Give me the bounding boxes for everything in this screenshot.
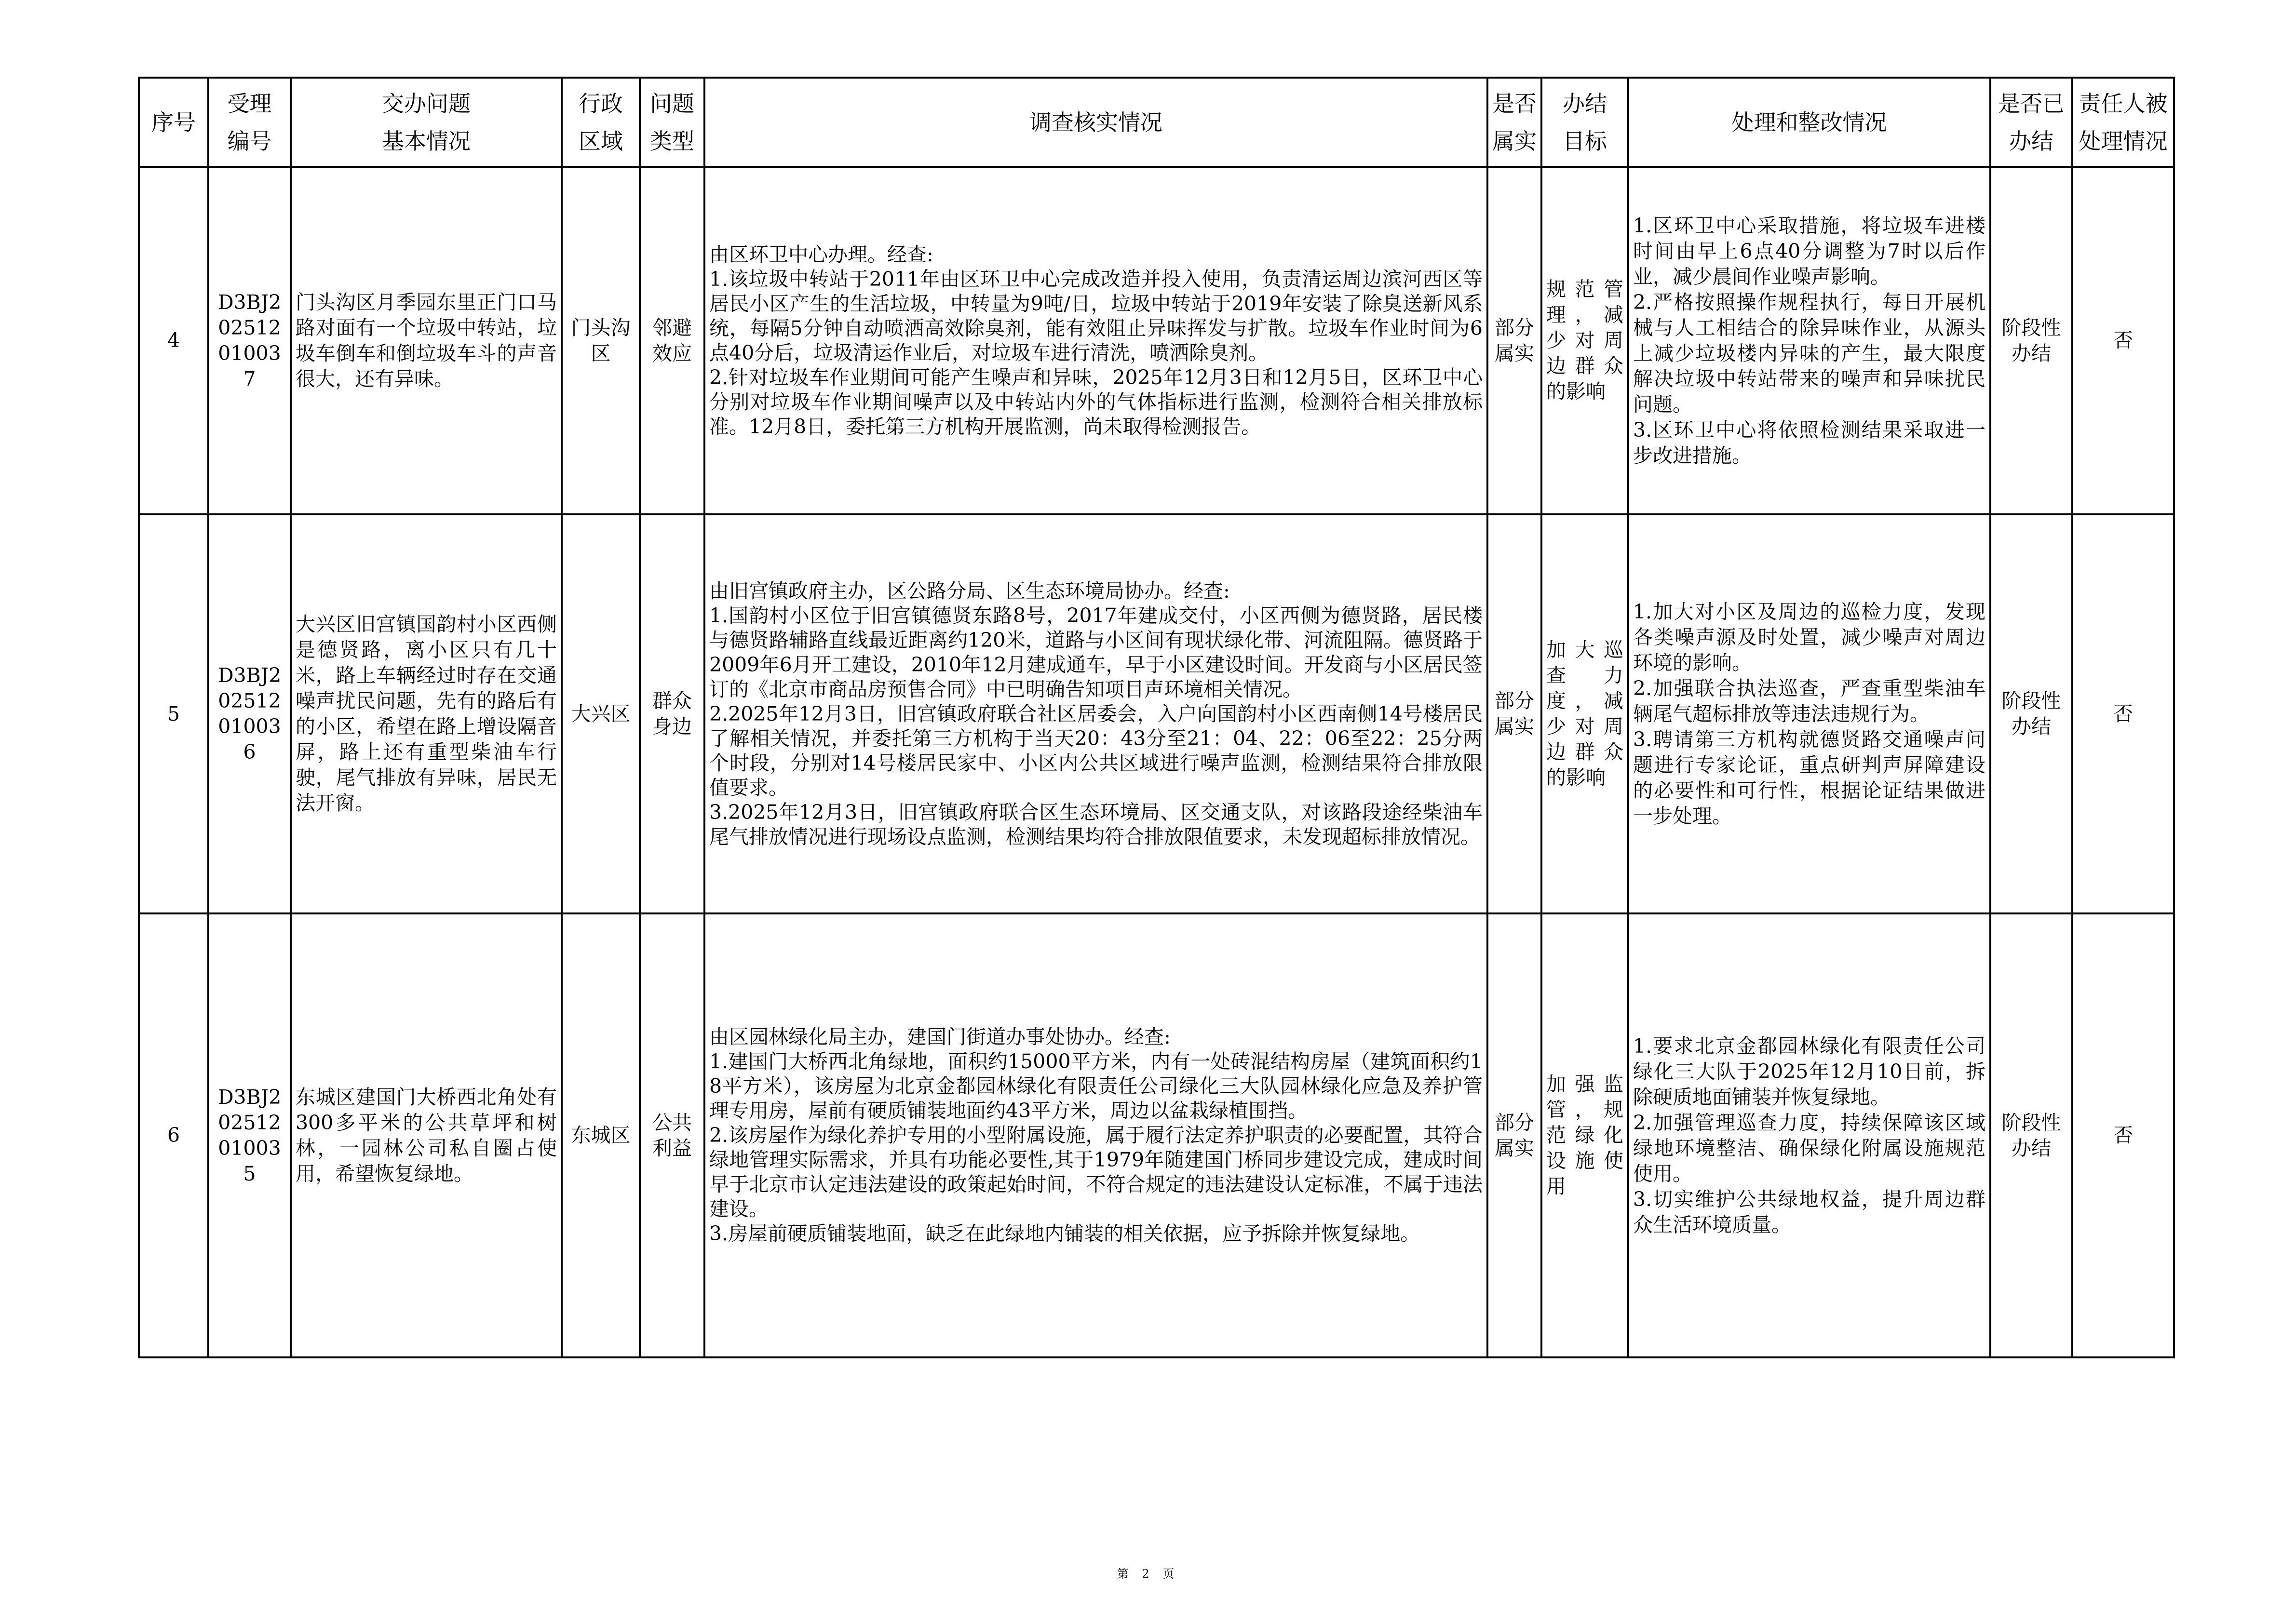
cell-closed: 阶段性办结 [1990,514,2072,913]
cell-verified: 部分属实 [1487,514,1541,913]
cell-handling: 1.区环卫中心采取措施，将垃圾车进楼时间由早上6点40分调整为7时以后作业，减少晨间作业噪声影响。 2.严格按照操作规程执行，每日开展机械与人工相结合的除异味作业，从源头上减少垃圾楼内异味的产生，最大限度解决垃圾中转站带来的噪声和异味扰民问题。 3.区环卫中心将依照检测结果采取进一步改进措施。 [1628,167,1990,514]
cell-handling: 1.要求北京金都园林绿化有限责任公司绿化三大队于2025年12月10日前，拆除硬质地面铺装并恢复绿地。 2.加强管理巡查力度，持续保障该区域绿地环境整洁、确保绿化附属设施规范使用。 3.切实维护公共绿地权益，提升周边群众生活环境质量。 [1628,913,1990,1357]
cell-district: 门头沟区 [562,167,640,514]
header-seq: 序号 [139,78,208,167]
cell-seq: 5 [139,514,208,913]
cell-goal: 加大巡查力度，减少对周边群众的影响 [1541,514,1628,913]
cell-closed: 阶段性办结 [1990,167,2072,514]
header-accountability: 责任人被 处理情况 [2072,78,2174,167]
cell-investigation: 由区园林绿化局主办，建国门街道办事处协办。经查: 1.建国门大桥西北角绿地，面积约15000平方米，内有一处砖混结构房屋（建筑面积约18平方米），该房屋为北京金都园林绿化有限责任公司绿化三大队园林绿化应急及养护管理专用房，屋前有硬质铺装地面约43平方米，周边以盆栽绿植围挡。 2.该房屋作为绿化养护专用的小型附属设施，属于履行法定养护职责的必要配置，其符合绿地管理实际需求，并具有功能必要性,其于1979年随建国门桥同步建设完成，建成时间早于北京市认定违法建设的政策起始时间，不符合规定的违法建设认定标准，不属于违法建设。 3.房屋前硬质铺装地面，缺乏在此绿地内铺装的相关依据，应予拆除并恢复绿地。 [704,913,1487,1357]
header-case-no: 受理 编号 [208,78,291,167]
cell-case-no: D3BJ202512010035 [208,913,291,1357]
cell-handling: 1.加大对小区及周边的巡检力度，发现各类噪声源及时处置，减少噪声对周边环境的影响。 2.加强联合执法巡查，严查重型柴油车辆尾气超标排放等违法违规行为。 3.聘请第三方机构就德贤路交通噪声问题进行专家论证，重点研判声屏障建设的必要性和可行性，根据论证结果做进一步处理。 [1628,514,1990,913]
header-type: 问题 类型 [640,78,704,167]
header-closed: 是否已 办结 [1990,78,2072,167]
cell-accountability: 否 [2072,167,2174,514]
cell-closed: 阶段性办结 [1990,913,2072,1357]
cell-seq: 6 [139,913,208,1357]
cell-verified: 部分属实 [1487,913,1541,1357]
complaint-report-table [138,77,2175,1358]
page-number: 第 2 页 [1117,1567,1179,1581]
cell-seq: 4 [139,167,208,514]
table-row [139,167,2174,514]
cell-problem: 大兴区旧宫镇国韵村小区西侧是德贤路，离小区只有几十米，路上车辆经过时存在交通噪声扰民问题，先有的路后有的小区，希望在路上增设隔音屏，路上还有重型柴油车行驶，尾气排放有异味，居民无法开窗。 [291,514,562,913]
cell-goal: 加强监管，规范绿化设施使用 [1541,913,1628,1357]
cell-goal: 规范管理，减少对周边群众的影响 [1541,167,1628,514]
cell-case-no: D3BJ202512010037 [208,167,291,514]
cell-investigation: 由区环卫中心办理。经查: 1.该垃圾中转站于2011年由区环卫中心完成改造并投入使用，负责清运周边滨河西区等居民小区产生的生活垃圾，中转量为9吨/日，垃圾中转站于2019年安装了除臭送新风系统，每隔5分钟自动喷洒高效除臭剂，能有效阻止异味挥发与扩散。垃圾车作业时间为6点40分后，垃圾清运作业后，对垃圾车进行清洗，喷洒除臭剂。 2.针对垃圾车作业期间可能产生噪声和异味，2025年12月3日和12月5日，区环卫中心分别对垃圾车作业期间噪声以及中转站内外的气体指标进行监测，检测符合相关排放标准。12月8日，委托第三方机构开展监测，尚未取得检测报告。 [704,167,1487,514]
cell-type: 邻避效应 [640,167,704,514]
cell-problem: 东城区建国门大桥西北角处有300多平米的公共草坪和树林，一园林公司私自圈占使用，希望恢复绿地。 [291,913,562,1357]
cell-case-no: D3BJ202512010036 [208,514,291,913]
header-handling: 处理和整改情况 [1628,78,1990,167]
cell-district: 东城区 [562,913,640,1357]
header-investigation: 调查核实情况 [704,78,1487,167]
cell-verified: 部分属实 [1487,167,1541,514]
cell-problem: 门头沟区月季园东里正门口马路对面有一个垃圾中转站，垃圾车倒车和倒垃圾车斗的声音很大，还有异味。 [291,167,562,514]
header-problem: 交办问题 基本情况 [291,78,562,167]
cell-district: 大兴区 [562,514,640,913]
table-row [139,514,2174,913]
cell-type: 公共利益 [640,913,704,1357]
table-row [139,913,2174,1357]
header-goal: 办结 目标 [1541,78,1628,167]
cell-type: 群众身边 [640,514,704,913]
header-district: 行政 区域 [562,78,640,167]
cell-investigation: 由旧宫镇政府主办，区公路分局、区生态环境局协办。经查: 1.国韵村小区位于旧宫镇德贤东路8号，2017年建成交付，小区西侧为德贤路，居民楼与德贤路辅路直线最近距离约120米，道路与小区间有现状绿化带、河流阻隔。德贤路于2009年6月开工建设，2010年12月建成通车，早于小区建设时间。开发商与小区居民签订的《北京市商品房预售合同》中已明确告知项目声环境相关情况。 2.2025年12月3日，旧宫镇政府联合社区居委会，入户向国韵村小区西南侧14号楼居民了解相关情况，并委托第三方机构于当天20：43分至21：04、22：06至22：25分两个时段，分别对14号楼居民家中、小区内公共区域进行噪声监测，检测结果符合排放限值要求。 3.2025年12月3日，旧宫镇政府联合区生态环境局、区交通支队，对该路段途经柴油车尾气排放情况进行现场设点监测，检测结果均符合排放限值要求，未发现超标排放情况。 [704,514,1487,913]
cell-accountability: 否 [2072,913,2174,1357]
cell-accountability: 否 [2072,514,2174,913]
header-verified: 是否 属实 [1487,78,1541,167]
table-header-row [139,78,2174,167]
